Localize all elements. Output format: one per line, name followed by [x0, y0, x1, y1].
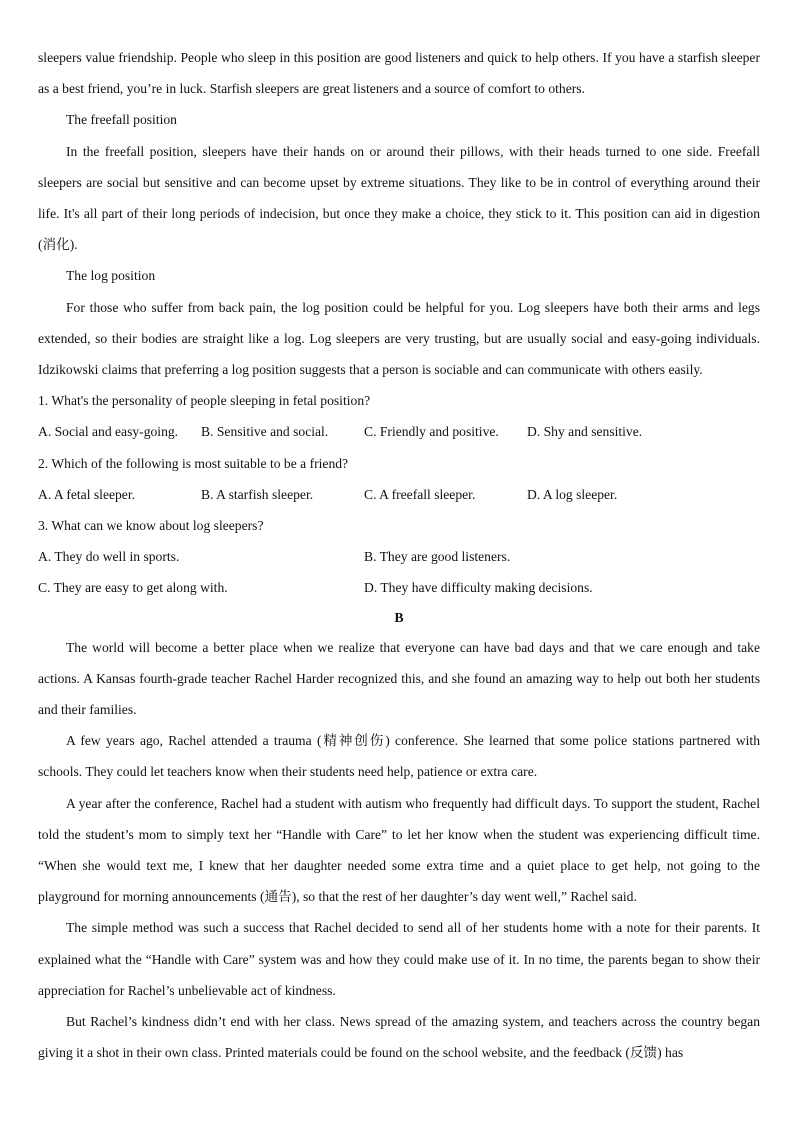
- passage-b-paragraph-2: A few years ago, Rachel attended a trauma (精神创伤) conference. She learned that some police stations partnered with schools. They could let teachers know when their students need help, patience or extra care.: [38, 733, 760, 780]
- option-a: A. A fetal sleeper.: [38, 486, 136, 502]
- starfish-paragraph-end: sleepers value friendship. People who sleep in this position are good listeners and quick to help others. If you have a starfish sleeper as a best friend, you’re in luck. Starfish sleepers are great listeners and a source of comfort to others.: [38, 50, 760, 97]
- passage-b-paragraph-1: The world will become a better place when we realize that everyone can have bad days and that we care enough and take actions. A Kansas fourth-grade teacher Rachel Harder recognized this, and she found an amazing way to help out both her students and their families.: [38, 639, 760, 718]
- freefall-paragraph: In the freefall position, sleepers have their hands on or around their pillows, with their heads turned to one side. Freefall sleepers are social but sensitive and can become upset by extreme situations. They like to be in control of everything around their life. It's all part of their long periods of indecision, but once they make a choice, they stick to it. This position can aid in digestion (消化).: [38, 143, 760, 253]
- option-b: B. They are good listeners.: [364, 549, 511, 565]
- question-stem: 1. What's the personality of people sleeping in fetal position?: [38, 393, 371, 409]
- option-d: D. Shy and sensitive.: [527, 424, 643, 440]
- document-page: [38, 42, 760, 1069]
- freefall-heading: The freefall position: [66, 112, 177, 128]
- option-d: D. They have difficulty making decisions.: [364, 580, 593, 596]
- question-stem: 2. Which of the following is most suitable to be a friend?: [38, 455, 349, 471]
- option-a: A. They do well in sports.: [38, 549, 180, 565]
- options-row: [38, 416, 760, 447]
- options-row: [38, 541, 760, 572]
- question-3: [38, 510, 760, 604]
- question-2: [38, 448, 760, 510]
- passage-b-paragraph-4: The simple method was such a success that Rachel decided to send all of her students home with a note for their parents. It explained what the “Handle with Care” system was and how they could make use of it. In no time, the parents began to show their appreciation for Rachel’s unbelievable act of kindness.: [38, 920, 760, 998]
- option-b: B. A starfish sleeper.: [201, 486, 314, 502]
- option-c: C. They are easy to get along with.: [38, 580, 228, 596]
- option-c: C. Friendly and positive.: [364, 424, 499, 440]
- option-c: C. A freefall sleeper.: [364, 486, 476, 502]
- option-b: B. Sensitive and social.: [201, 424, 329, 440]
- options-row: [38, 572, 760, 603]
- option-a: A. Social and easy-going.: [38, 424, 179, 440]
- passage-b-paragraph-5: But Rachel’s kindness didn’t end with her class. News spread of the amazing system, and teachers across the country began giving it a shot in their own class. Printed materials could be found on the school website, and the feedback (反馈) has: [38, 1014, 760, 1061]
- section-b-heading: B: [394, 609, 404, 625]
- question-1: [38, 385, 760, 447]
- passage-b-paragraph-3: A year after the conference, Rachel had a student with autism who frequently had difficult days. To support the student, Rachel told the student’s mom to simply text her “Handle with Care” to let her know when the student was experiencing difficult time. “When she would text me, I knew that her daughter needed some extra time and a quiet place to get help, not going to the playground for morning announcements (通告), so that the rest of her daughter’s day went well,” Rachel said.: [38, 795, 760, 905]
- option-d: D. A log sleeper.: [527, 486, 618, 502]
- log-heading: The log position: [66, 268, 156, 284]
- options-row: [38, 479, 760, 510]
- question-stem: 3. What can we know about log sleepers?: [38, 518, 264, 534]
- log-paragraph: For those who suffer from back pain, the log position could be helpful for you. Log sleepers have both their arms and legs extended, so their bodies are straight like a log. Log sleepers are very trusting, but are usually social and easy-going individuals. Idzikowski claims that preferring a log position suggests that a person is sociable and can communicate with others easily.: [38, 299, 760, 378]
